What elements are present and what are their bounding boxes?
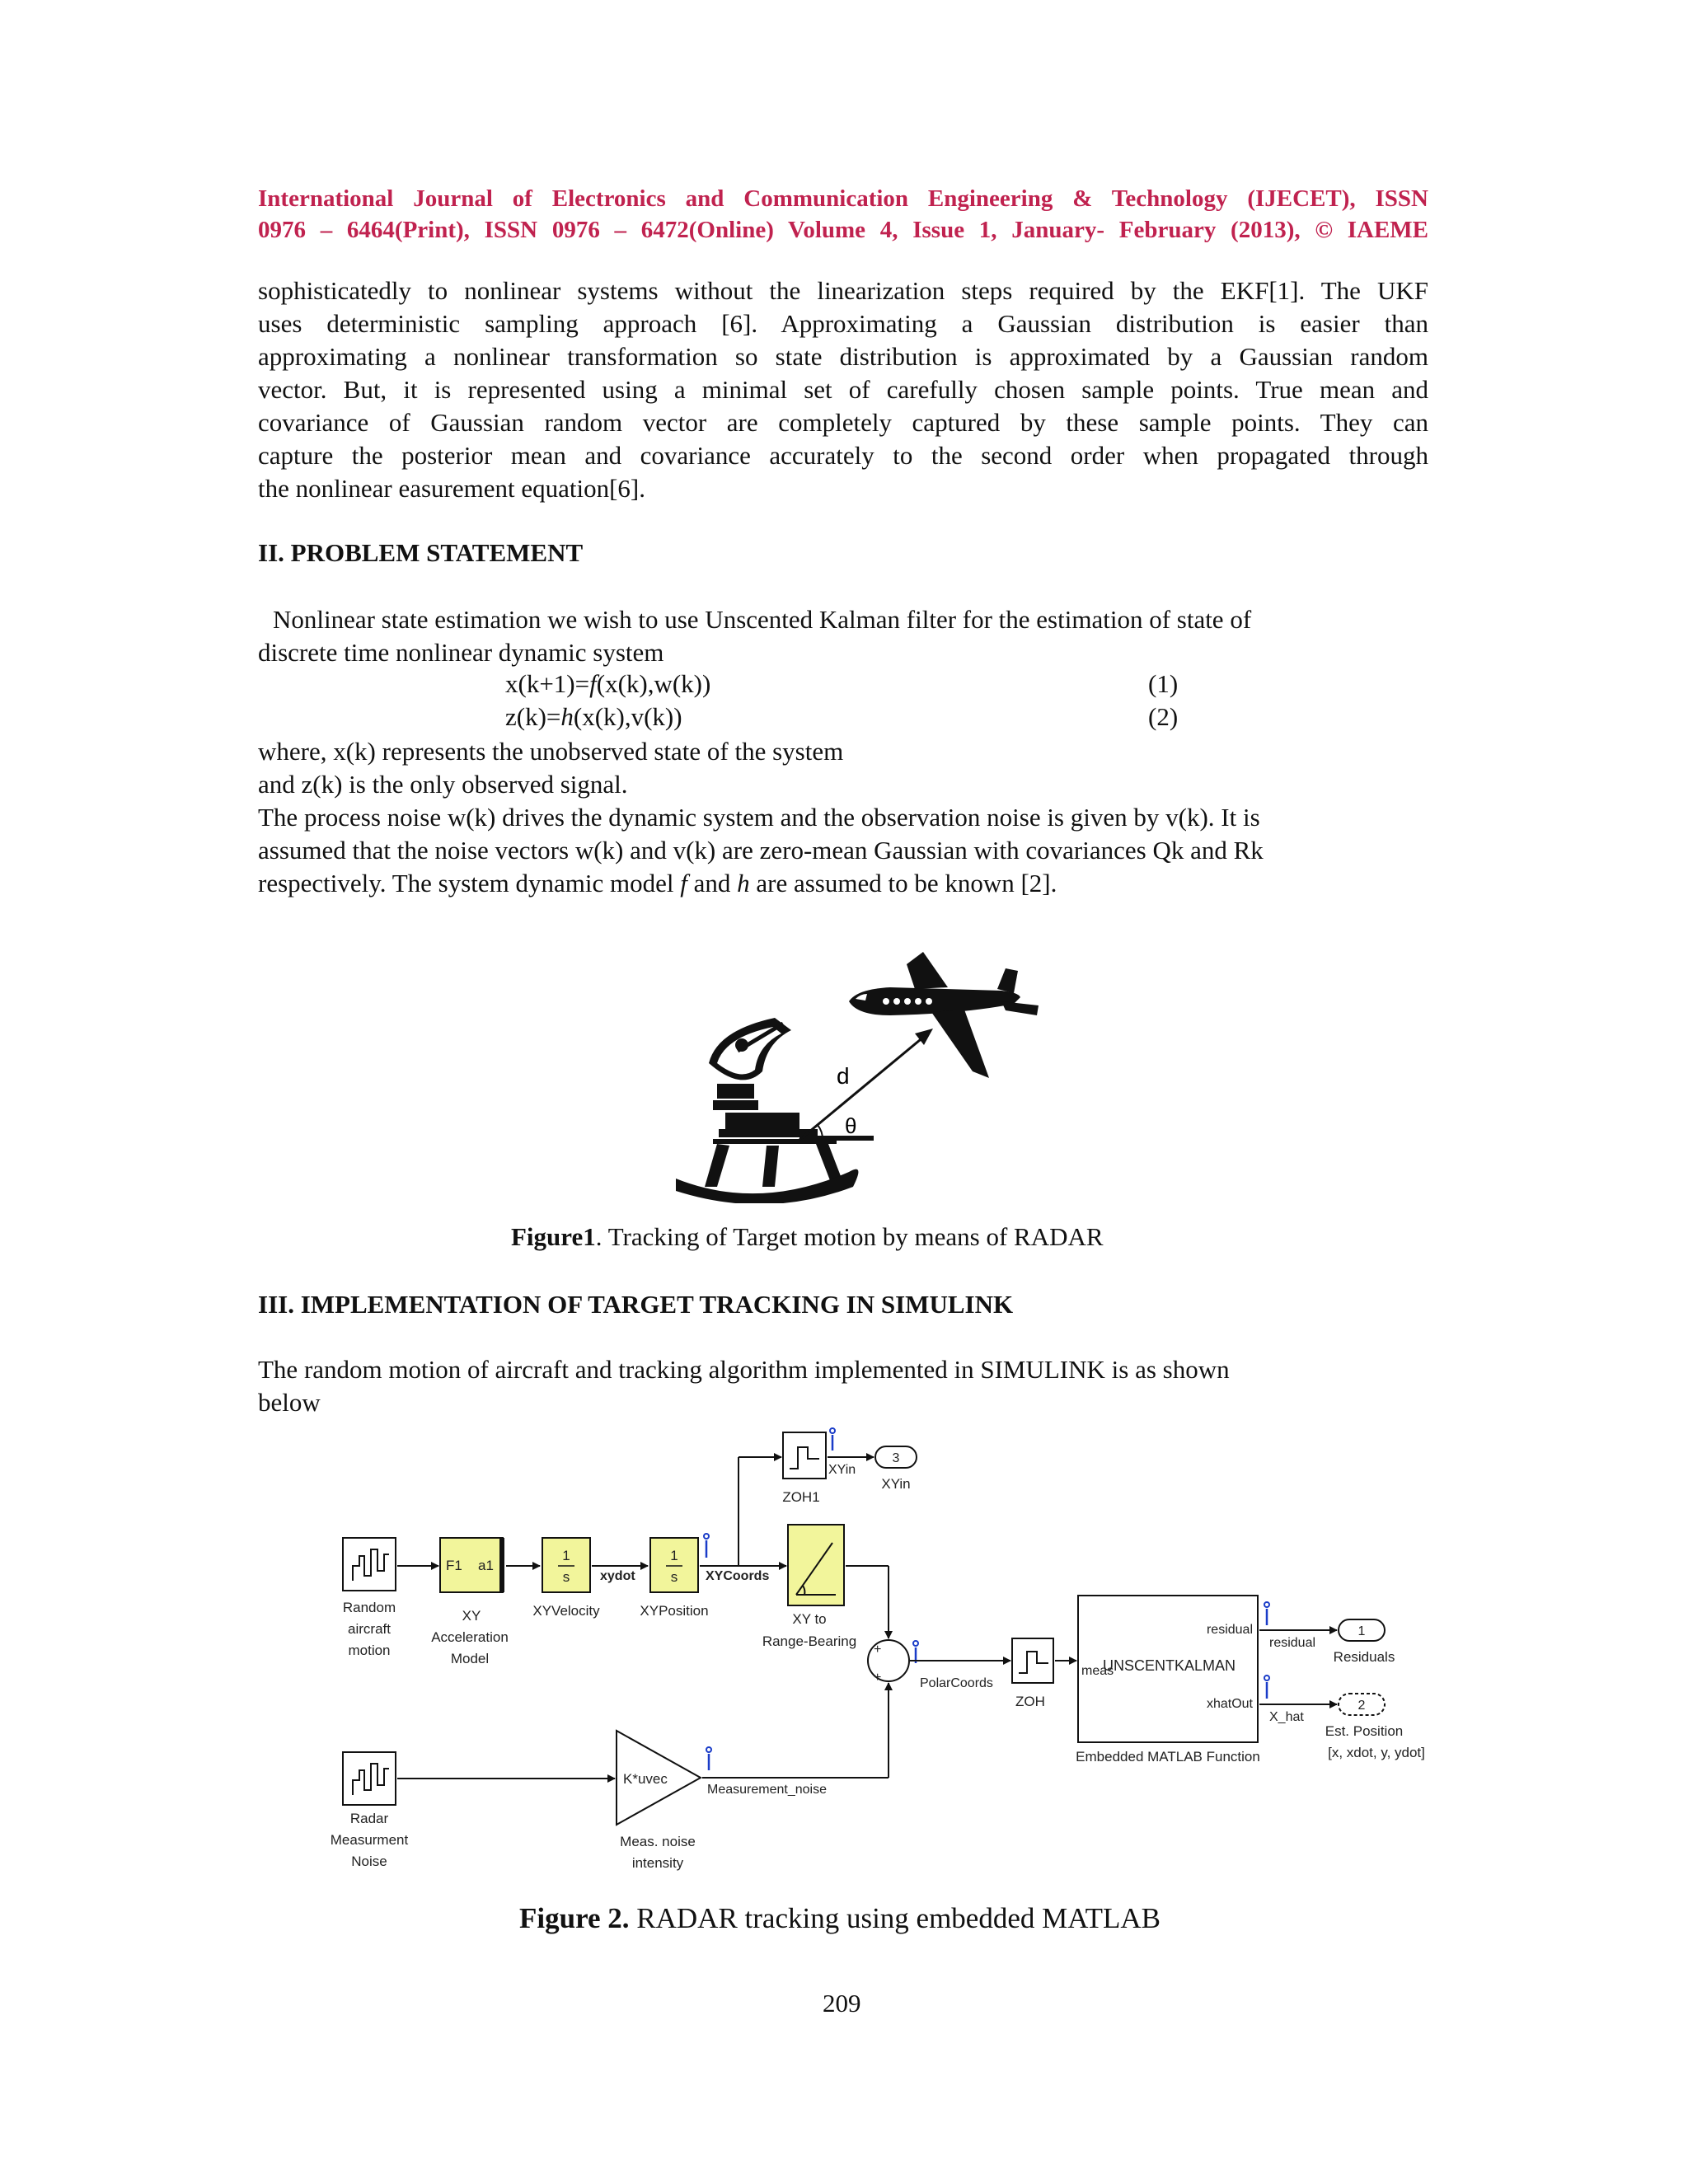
outport-3 [875, 1446, 917, 1492]
acceleration-model-block [431, 1538, 509, 1666]
paragraph-line: approximating a nonlinear transformation so state distribution is approximated by a Gaussian random [258, 342, 1428, 371]
signal-probe-icon [704, 1534, 709, 1558]
equation-2: z(k)=h(x(k),v(k)) [505, 702, 682, 731]
embedded-matlab-block [1076, 1596, 1260, 1765]
angle-label: θ [845, 1113, 857, 1138]
paragraph-line: sophisticatedly to nonlinear systems without the linearization steps required by the EKF[1]. The UKF [258, 276, 1428, 305]
svg-text:Radar: Radar [349, 1811, 389, 1826]
paragraph-line: discrete time nonlinear dynamic system [258, 638, 664, 667]
xydot-signal-label: xydot [600, 1569, 635, 1583]
svg-text:Range-Bearing: Range-Bearing [762, 1633, 857, 1649]
svg-text:1: 1 [670, 1548, 678, 1563]
svg-text:XYPosition: XYPosition [640, 1603, 709, 1619]
sum-block [868, 1640, 909, 1685]
distance-label: d [837, 1063, 850, 1089]
svg-text:F1: F1 [446, 1558, 462, 1573]
gain-block [617, 1731, 701, 1871]
svg-text:Est. Position: Est. Position [1325, 1723, 1404, 1739]
signal-probe-icon [913, 1641, 918, 1663]
paragraph-line: and z(k) is the only observed signal. [258, 770, 628, 799]
random-source-block [343, 1538, 396, 1658]
outport-1 [1334, 1619, 1395, 1665]
header-line-2: 0976 – 6464(Print), ISSN 0976 – 6472(Online) Volume 4, Issue 1, January- February (2013), © IAEME [258, 217, 1428, 243]
paragraph-line: below [258, 1388, 321, 1417]
paragraph-line: Nonlinear state estimation we wish to use Unscented Kalman filter for the estimation of state of [273, 605, 1252, 634]
paragraph-line: assumed that the noise vectors w(k) and v(k) are zero-mean Gaussian with covariances Qk and Rk [258, 836, 1264, 865]
xhat-signal-label: X_hat [1269, 1710, 1304, 1724]
svg-text:Random: Random [342, 1600, 396, 1615]
svg-text:Model: Model [450, 1651, 490, 1666]
svg-text:s: s [670, 1569, 678, 1585]
svg-text:s: s [562, 1569, 570, 1585]
svg-text:XYin: XYin [881, 1476, 911, 1492]
svg-text:Embedded MATLAB Function: Embedded MATLAB Function [1076, 1749, 1260, 1765]
svg-text:XY to: XY to [792, 1611, 827, 1627]
svg-text:ZOH1: ZOH1 [782, 1489, 820, 1505]
svg-text:Residuals: Residuals [1333, 1649, 1395, 1665]
integrator-position-block [640, 1538, 708, 1619]
svg-text:meas: meas [1081, 1664, 1114, 1678]
svg-text:3: 3 [892, 1451, 900, 1465]
paragraph-line: covariance of Gaussian random vector are completely captured by these sample points. They can [258, 408, 1428, 437]
polarcoords-signal-label: PolarCoords [920, 1676, 993, 1690]
signal-probe-icon [706, 1747, 711, 1770]
svg-text:K*uvec: K*uvec [623, 1771, 668, 1787]
equation-1-number: (1) [1148, 669, 1179, 698]
xyin-signal-label: XYin [828, 1463, 856, 1477]
svg-text:+: + [874, 1643, 882, 1657]
svg-text:ZOH: ZOH [1015, 1694, 1045, 1709]
svg-text:motion: motion [348, 1643, 391, 1658]
svg-text:UNSCENTKALMAN: UNSCENTKALMAN [1103, 1657, 1236, 1674]
svg-text:1: 1 [1357, 1624, 1366, 1638]
equation-1: x(k+1)=f(x(k),w(k)) [505, 669, 711, 698]
svg-text:XYVelocity: XYVelocity [532, 1603, 600, 1619]
paragraph-line: respectively. The system dynamic model f and h are assumed to be known [2]. [258, 869, 1057, 898]
signal-probe-icon [1264, 1602, 1269, 1625]
paragraph-line: vector. But, it is represented using a minimal set of carefully chosen sample points. True mean and [258, 375, 1428, 404]
xycoords-signal-label: XYCoords [706, 1569, 770, 1583]
radar-noise-source-block [331, 1752, 409, 1869]
svg-text:Measurment: Measurment [330, 1832, 409, 1848]
zoh-block [1012, 1638, 1053, 1709]
svg-text:[x, xdot, y, ydot]: [x, xdot, y, ydot] [1328, 1745, 1425, 1760]
signal-probe-icon [1264, 1675, 1269, 1699]
range-bearing-block [762, 1525, 856, 1649]
paragraph-line: where, x(k) represents the unobserved state of the system [258, 737, 844, 766]
figure-1-caption: Figure1. Tracking of Target motion by means of RADAR [511, 1222, 1104, 1251]
residual-signal-label: residual [1269, 1636, 1316, 1650]
zoh1-block [782, 1432, 826, 1505]
section-heading-problem-statement: II. PROBLEM STATEMENT [258, 538, 584, 567]
svg-text:2: 2 [1357, 1699, 1366, 1713]
page-number: 209 [823, 1989, 861, 2018]
paragraph-line: The process noise w(k) drives the dynamic system and the observation noise is given by v(k). It is [258, 803, 1260, 832]
svg-text:aircraft: aircraft [348, 1621, 391, 1637]
svg-text:Meas. noise: Meas. noise [620, 1834, 696, 1849]
svg-text:XY: XY [462, 1608, 481, 1624]
svg-text:a1: a1 [478, 1558, 494, 1573]
paragraph-line: capture the posterior mean and covariance accurately to the second order when propagated through [258, 441, 1428, 470]
measurement-noise-signal-label: Measurement_noise [707, 1783, 827, 1797]
equation-2-number: (2) [1148, 702, 1179, 731]
paragraph-line: The random motion of aircraft and tracking algorithm implemented in SIMULINK is as shown [258, 1355, 1230, 1384]
integrator-velocity-block [532, 1538, 600, 1619]
svg-text:intensity: intensity [631, 1855, 684, 1871]
paragraph-line: uses deterministic sampling approach [6]. Approximating a Gaussian distribution is easier than [258, 309, 1428, 338]
signal-probe-icon [830, 1428, 835, 1451]
svg-text:1: 1 [562, 1548, 570, 1563]
svg-text:+: + [874, 1671, 882, 1685]
paragraph-line: the nonlinear easurement equation[6]. [258, 474, 645, 503]
svg-text:residual: residual [1206, 1623, 1253, 1637]
figure-2-caption: Figure 2. RADAR tracking using embedded MATLAB [519, 1902, 1161, 1934]
section-heading-implementation: III. IMPLEMENTATION OF TARGET TRACKING IN SIMULINK [258, 1290, 1014, 1319]
header-line-1: International Journal of Electronics and Communication Engineering & Technology (IJECET), ISSN [258, 185, 1428, 212]
outport-2 [1325, 1694, 1425, 1760]
svg-text:Noise: Noise [351, 1854, 387, 1869]
svg-text:xhatOut: xhatOut [1206, 1697, 1253, 1711]
svg-text:Acceleration: Acceleration [431, 1629, 509, 1645]
